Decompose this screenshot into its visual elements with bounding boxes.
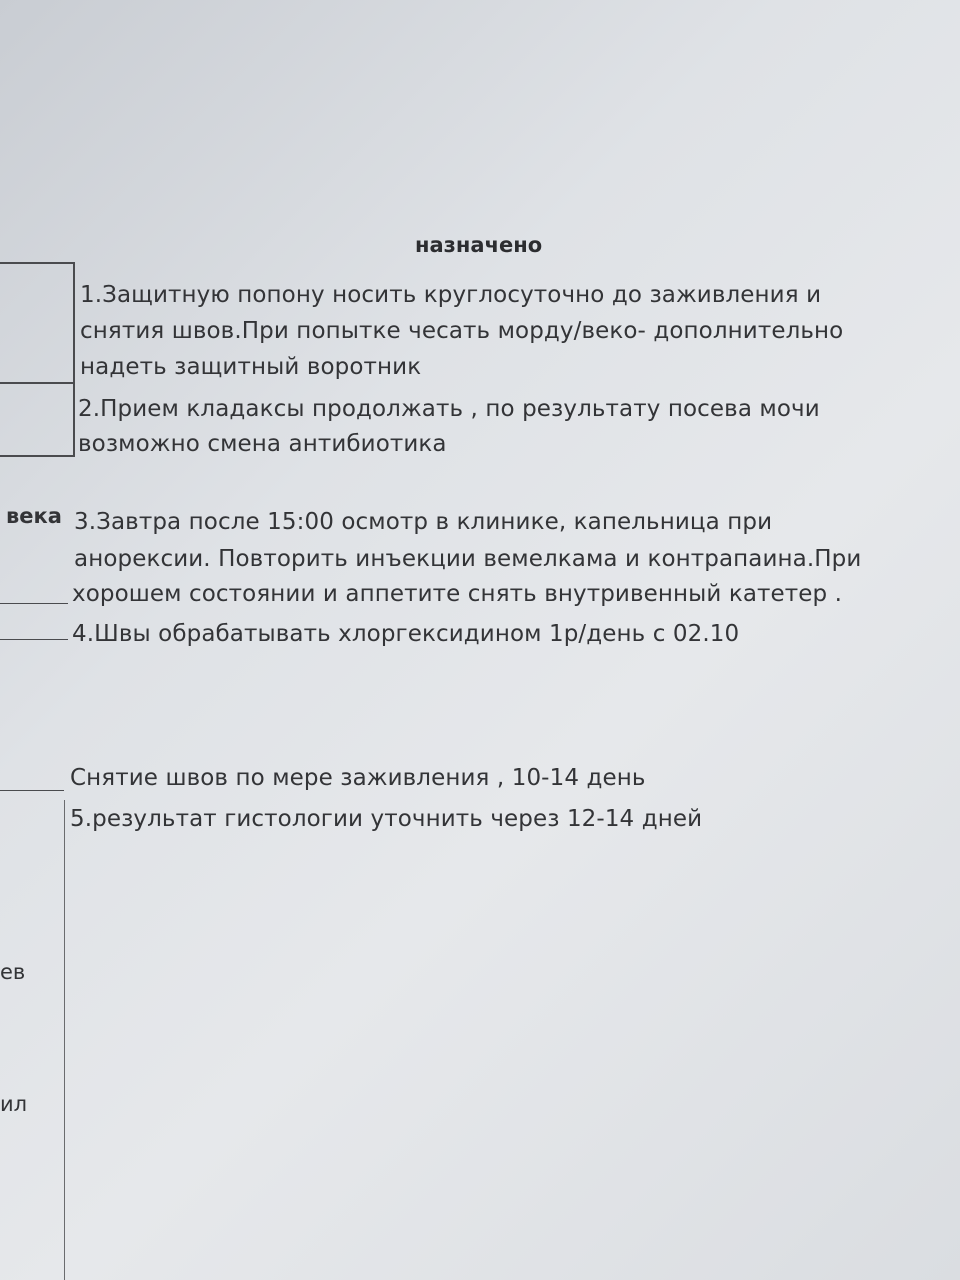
item-4-line-1: 4.Швы обрабатывать хлоргексидином 1р/день с 02.10 — [72, 621, 740, 647]
item-1-line-1: 1.Защитную попону носить круглосуточно до заживления и — [80, 282, 822, 308]
document-heading: назначено — [415, 233, 543, 257]
lower-table-border — [64, 800, 65, 1280]
underline-2 — [0, 639, 68, 640]
underline-3 — [0, 790, 64, 791]
table-border-right — [73, 262, 75, 457]
item-2-line-2: возможно смена антибиотика — [78, 431, 447, 457]
table-border-bottom — [0, 455, 75, 457]
left-fragment-il: ил — [0, 1092, 28, 1116]
item-3-line-3: хорошем состоянии и аппетите снять внутривенный катетер . — [72, 581, 843, 607]
item-1-line-2: снятия швов.При попытке чесать морду/веко- дополнительно — [80, 318, 844, 344]
item-2-line-1: 2.Прием кладаксы продолжать , по результату посева мочи — [78, 396, 820, 422]
underline-1 — [0, 603, 68, 604]
suture-removal-line: Снятие швов по мере заживления , 10-14 день — [70, 765, 646, 791]
left-fragment-veka: века — [6, 504, 62, 528]
table-border-top — [0, 262, 75, 264]
item-5-line-1: 5.результат гистологии уточнить через 12-14 дней — [70, 806, 703, 832]
item-3-line-2: анорексии. Повторить инъекции вемелкама и контрапаина.При — [74, 546, 862, 572]
left-fragment-ev: ев — [0, 960, 26, 984]
item-1-line-3: надеть защитный воротник — [80, 354, 422, 380]
item-3-line-1: 3.Завтра после 15:00 осмотр в клинике, капельница при — [74, 509, 773, 535]
table-border-middle — [0, 382, 75, 384]
